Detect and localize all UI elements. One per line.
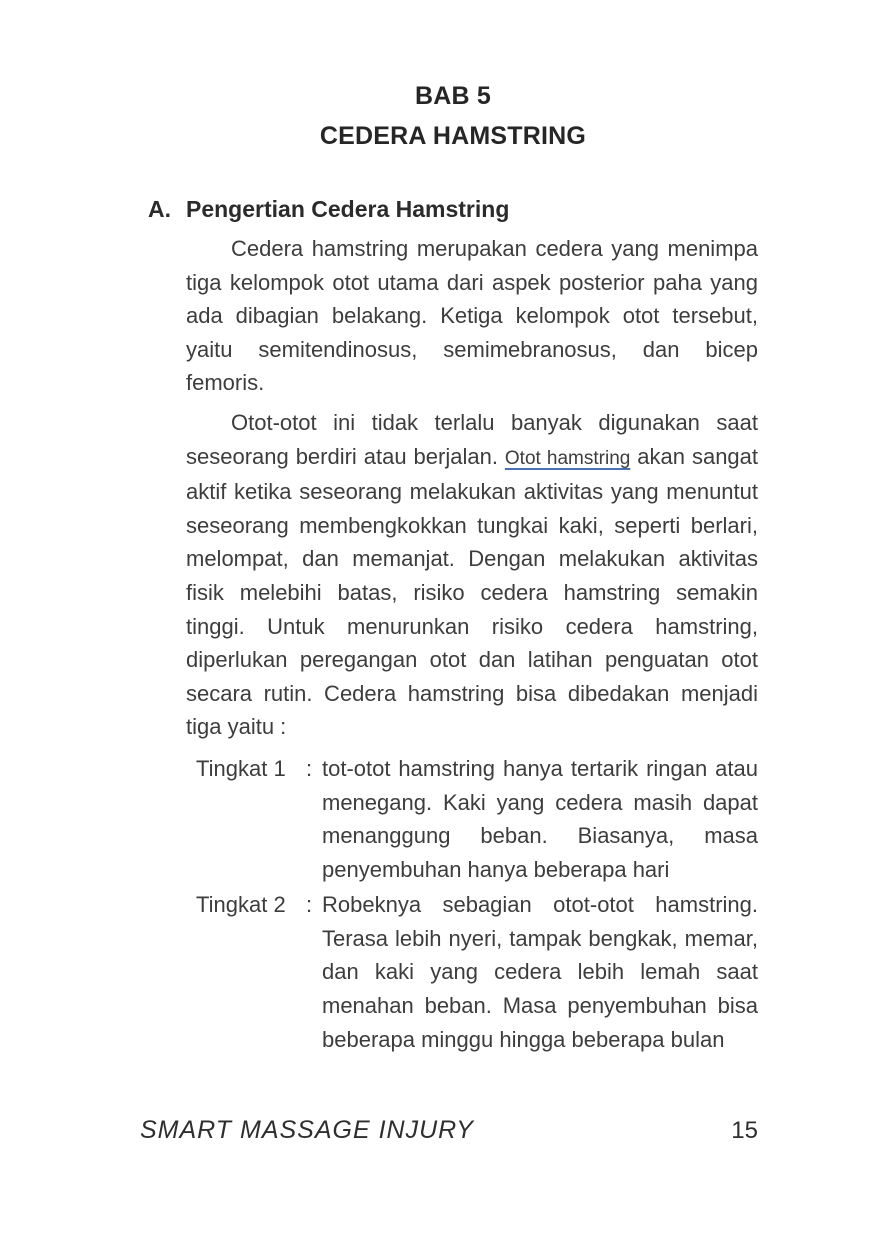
list-item bbox=[196, 888, 758, 1056]
section-heading bbox=[148, 192, 758, 226]
page-footer bbox=[140, 1116, 758, 1145]
chapter-title-block bbox=[148, 76, 758, 156]
level-2-description: Robeknya sebagian otot-otot hamstring. Terasa lebih nyeri, tampak bengkak, memar, dan kaki yang cedera lebih lemah saat menahan beban. Masa penyembuhan bisa beberapa minggu hingga beberapa bulan bbox=[322, 892, 758, 1052]
running-book-title: SMART MASSAGE INJURY bbox=[140, 1116, 474, 1144]
chapter-title: CEDERA HAMSTRING bbox=[319, 122, 587, 150]
paragraph-2-after: akan sangat aktif ketika seseorang melakukan aktivitas yang menuntut seseorang membengkokkan tungkai kaki, seperti berlari, melompat, dan memanjat. Dengan melakukan aktivitas fisik melebihi batas, risiko cedera hamstring semakin tinggi. Untuk menurunkan risiko cedera hamstring, diperlukan peregangan otot dan latihan penguatan otot secara rutin. Cedera hamstring bisa dibedakan menjadi tiga yaitu : bbox=[186, 443, 759, 740]
list-item bbox=[196, 752, 758, 886]
chapter-label: BAB 5 bbox=[414, 82, 491, 110]
level-1-description: tot-otot hamstring hanya tertarik ringan atau menegang. Kaki yang cedera masih dapat menanggung beban. Biasanya, masa penyembuhan hanya beberapa hari bbox=[322, 755, 758, 882]
paragraph-2-before: Otot-otot ini tidak terlalu banyak digunakan saat seseorang berdiri atau berjalan. bbox=[186, 409, 758, 469]
page-number: 15 bbox=[731, 1117, 758, 1144]
section-letter: A. bbox=[148, 196, 171, 222]
level-2-separator: : bbox=[305, 892, 313, 918]
paragraph-2 bbox=[186, 406, 758, 744]
otot-hamstring-link[interactable]: Otot hamstring bbox=[504, 447, 631, 469]
level-1-label: Tingkat 1 bbox=[196, 755, 286, 781]
paragraph-1-text: Cedera hamstring merupakan cedera yang menimpa tiga kelompok otot utama dari aspek posterior paha yang ada dibagian belakang. Ketiga kelompok otot tersebut, yaitu semitendinosus, semimebranosus, dan bicep femoris. bbox=[186, 236, 758, 396]
level-2-label: Tingkat 2 bbox=[196, 892, 286, 918]
section-title: Pengertian Cedera Hamstring bbox=[186, 196, 510, 222]
level-1-separator: : bbox=[305, 755, 313, 781]
paragraph-1 bbox=[186, 232, 758, 400]
section-content bbox=[186, 232, 758, 1056]
injury-levels-list bbox=[186, 752, 758, 1056]
